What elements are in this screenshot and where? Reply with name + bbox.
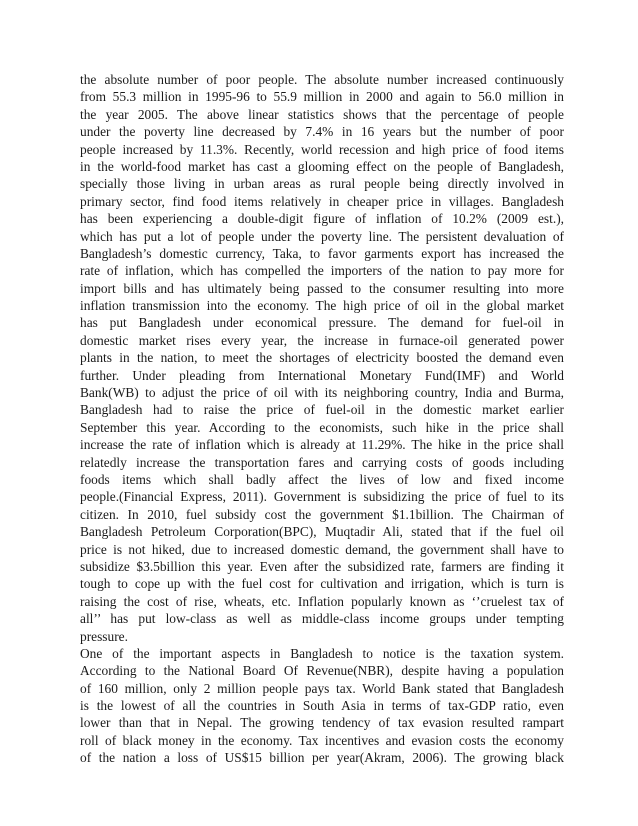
text-line: Bangladesh had to raise the price of fuel-oil in the domestic market earlier (80, 402, 564, 418)
text-line: people.(Financial Express, 2011). Government is subsidizing the price of fuel to its (80, 489, 564, 505)
text-line: pressure. (80, 628, 128, 644)
text-line: roll of black money in the economy. Tax incentives and evasion costs the economy (80, 732, 564, 748)
text-line: plants in the nation, to meet the shortages of electricity boosted the demand even (80, 350, 564, 366)
text-line: import bills and has ultimately being passed to the consumer resulting into more (80, 280, 564, 296)
text-line: subsidize $3.5billion this year. Even after the subsidized rate, farmers are finding it (80, 558, 564, 574)
text-line: all’’ has put low-class as well as middle-class income groups under tempting (80, 611, 564, 627)
text-line: inflation transmission into the economy. The high price of oil in the global market (80, 298, 564, 314)
text-line: Bangladesh’s domestic currency, Taka, to favor garments export has increased the (80, 245, 564, 261)
text-line: is the lowest of all the countries in South Asia in terms of tax-GDP ratio, even (80, 698, 564, 714)
text-line: primary sector, find food items relatively in cheaper price in villages. Bangladesh (80, 193, 564, 209)
text-line: relatedly increase the transportation fares and carrying costs of goods including (80, 454, 564, 470)
text-line: the year 2005. The above linear statistics shows that the percentage of people (80, 106, 564, 122)
text-line: has been experiencing a double-digit figure of inflation of 10.2% (2009 est.), (80, 211, 564, 227)
text-line: from 55.3 million in 1995-96 to 55.9 million in 2000 and again to 56.0 million in (80, 89, 564, 105)
text-line: price is not hiked, due to increased domestic demand, the government shall have to (80, 541, 564, 557)
text-line: which has put a lot of people under the poverty line. The persistent devaluation of (80, 228, 564, 244)
text-line: tough to cope up with the fuel cost for cultivation and irrigation, which is turn is (80, 576, 564, 592)
text-line: specially those living in urban areas as rural people being directly involved in (80, 176, 564, 192)
text-line: According to the National Board Of Revenue(NBR), despite having a population (80, 663, 564, 679)
text-line: under the poverty line decreased by 7.4% in 16 years but the number of poor (80, 124, 564, 140)
text-line: further. Under pleading from International Monetary Fund(IMF) and World (80, 367, 564, 383)
text-line: September this year. According to the economists, such hike in the price shall (80, 419, 564, 435)
text-line: Bangladesh Petroleum Corporation(BPC), Muqtadir Ali, stated that if the fuel oil (80, 524, 564, 540)
text-line: of the nation a loss of US$15 billion per year(Akram, 2006). The growing black (80, 750, 564, 766)
text-line: lower than that in Nepal. The growing tendency of tax evasion resulted rampart (80, 715, 564, 731)
paragraph-2 (80, 645, 564, 767)
text-line: the absolute number of poor people. The absolute number increased continuously (80, 72, 564, 87)
body-text (80, 71, 564, 767)
text-line: raising the cost of rise, wheats, etc. Inflation popularly known as ‘’cruelest tax of (80, 593, 564, 609)
text-line: of 160 million, only 2 million people pays tax. World Bank stated that Bangladesh (80, 680, 564, 696)
text-line: people increased by 11.3%. Recently, world recession and high price of food items (80, 141, 564, 157)
text-line: foods items which shall badly affect the lives of low and fixed income (80, 471, 564, 487)
text-line: citizen. In 2010, fuel subsidy cost the government $1.1billion. The Chairman of (80, 506, 564, 522)
text-line: Bank(WB) to adjust the price of oil with its neighboring country, India and Burma, (80, 385, 564, 401)
text-line: increase the rate of inflation which is already at 11.29%. The hike in the price shall (80, 437, 564, 453)
text-line: One of the important aspects in Bangladesh to notice is the taxation system. (80, 645, 564, 661)
text-line: domestic market rises every year, the increase in furnace-oil generated power (80, 332, 564, 348)
text-line: has put Bangladesh under economical pressure. The demand for fuel-oil in (80, 315, 564, 331)
text-line: rate of inflation, which has compelled the importers of the nation to pay more for (80, 263, 564, 279)
text-line: in the world-food market has cast a glooming effect on the people of Bangladesh, (80, 158, 564, 174)
paragraph-1 (80, 71, 564, 645)
